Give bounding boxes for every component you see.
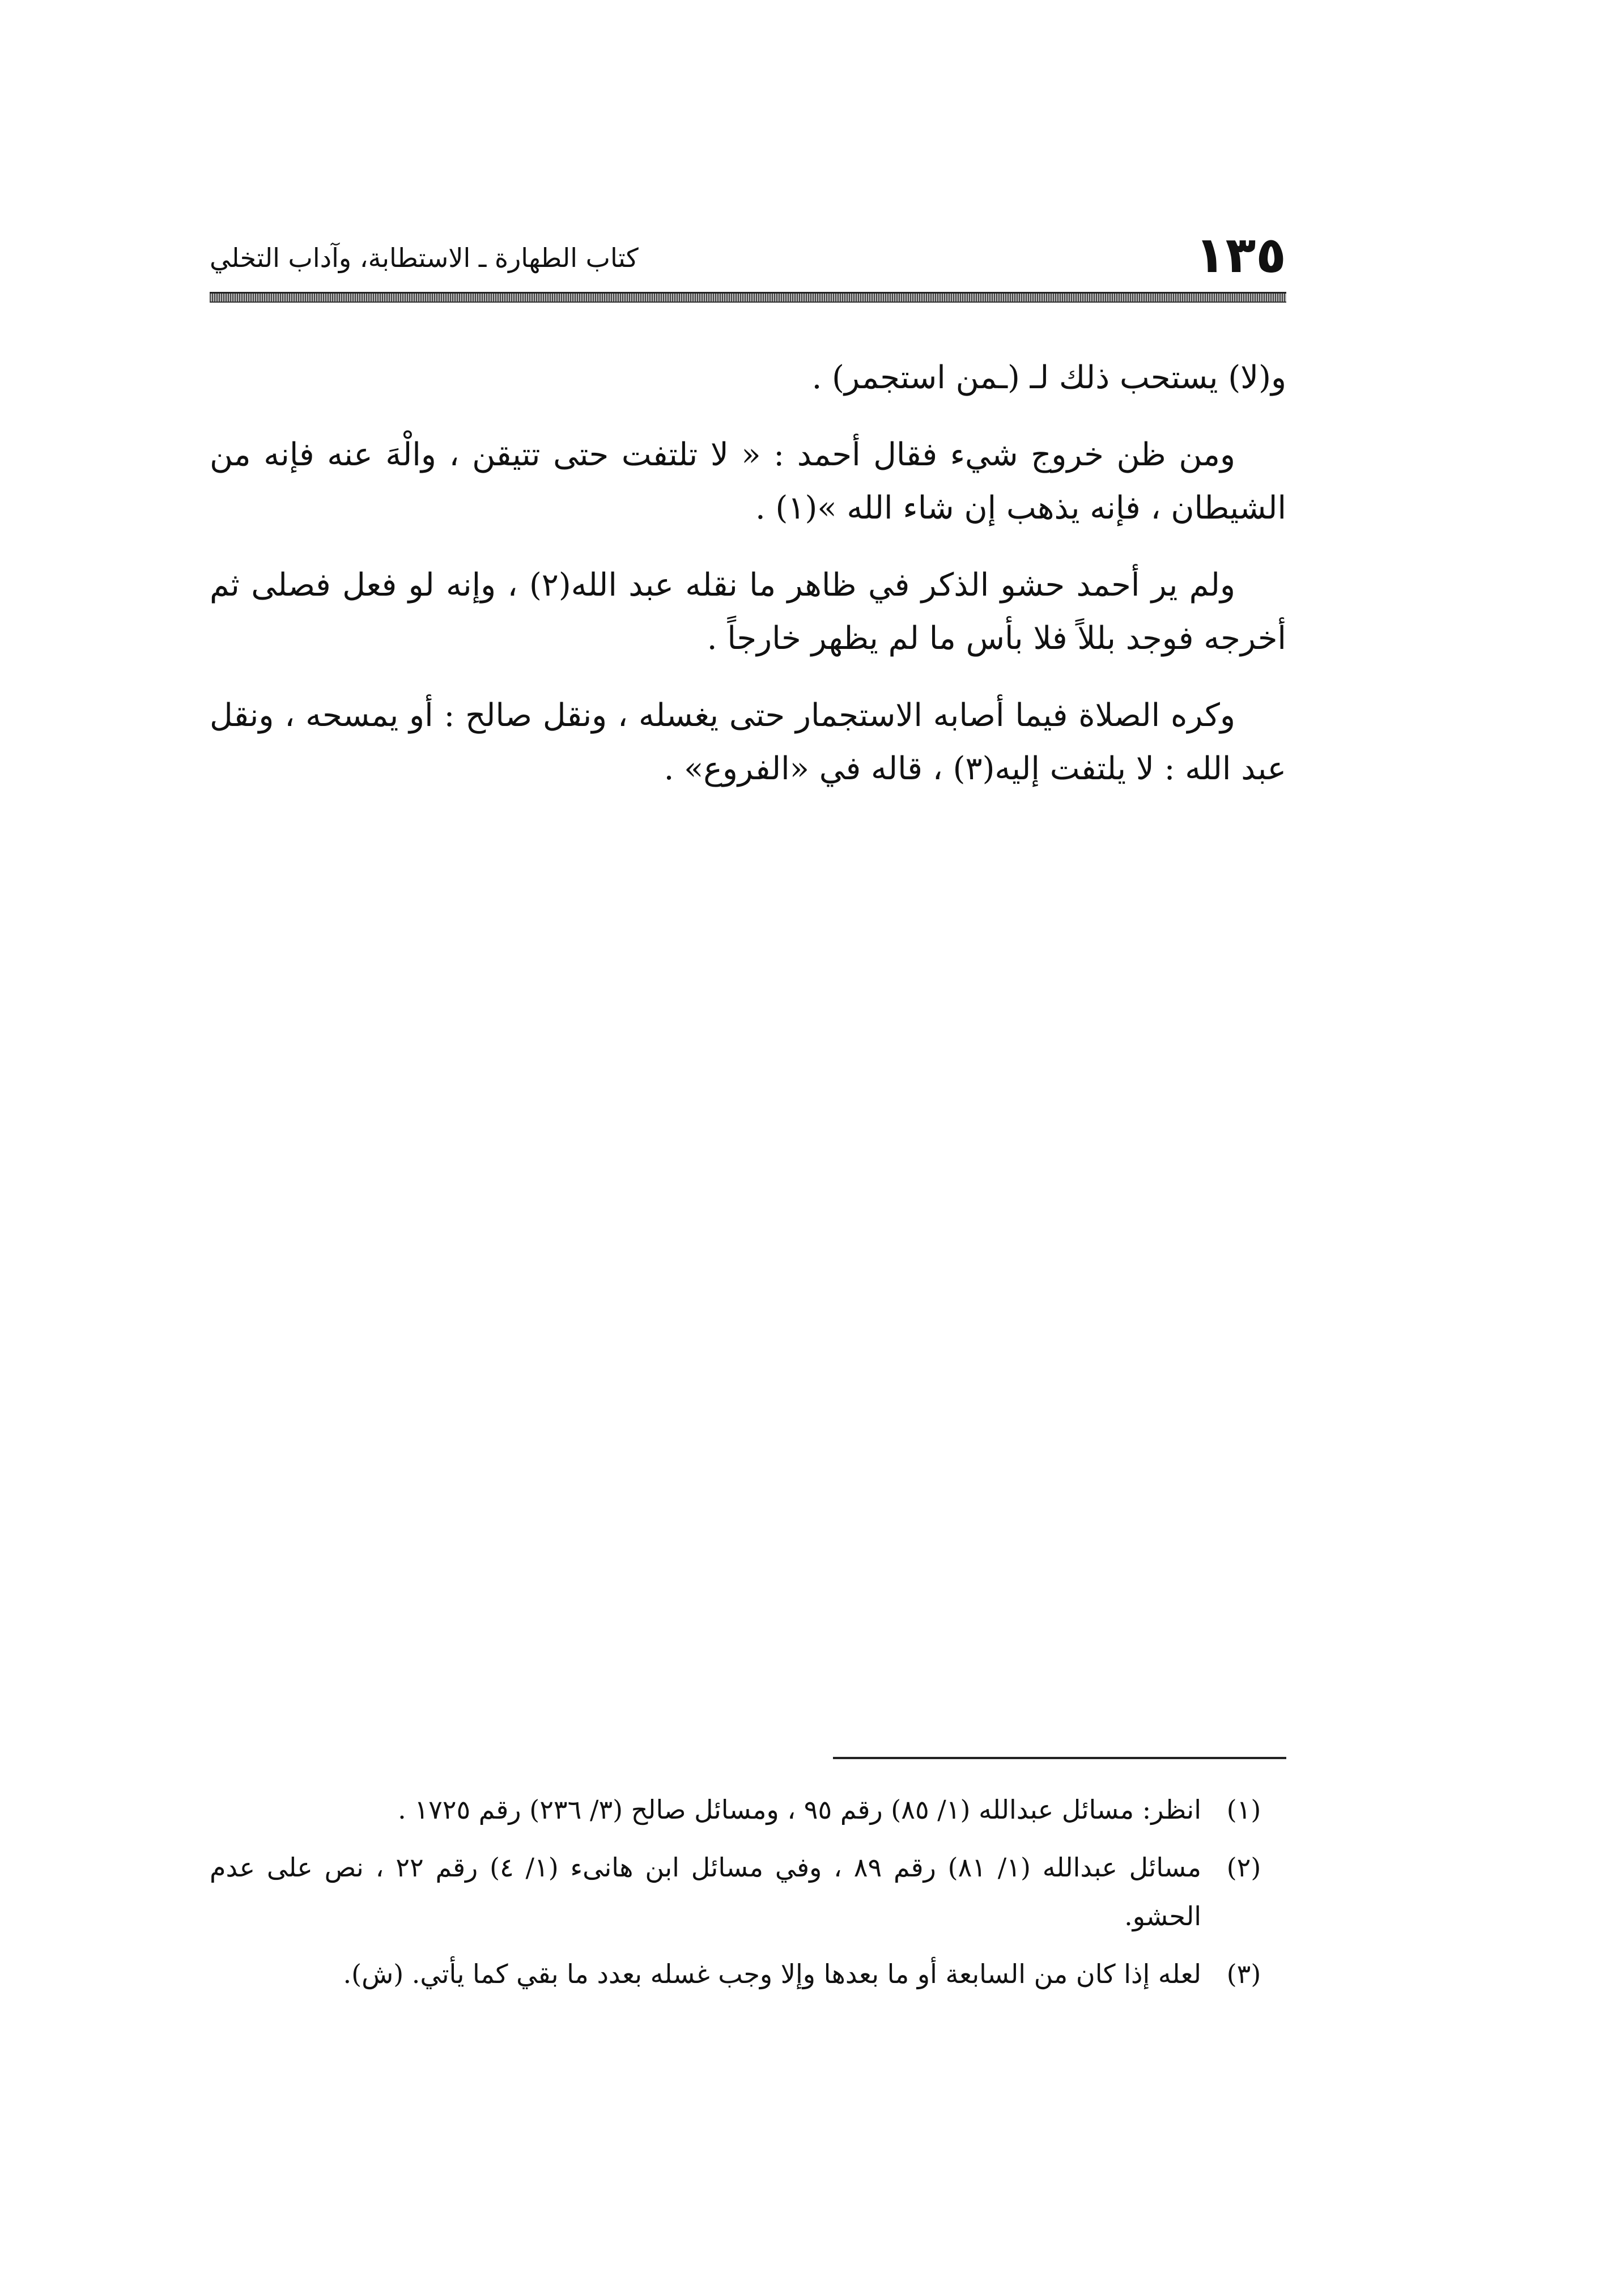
paragraph: ومن ظن خروج شيء فقال أحمد : « لا تلتفت حتى تتيقن ، والْهَ عنه فإنه من الشيطان ، فإنه يذهب إن شاء الله »(١) .: [210, 436, 1286, 526]
footnote-number: (٣): [1226, 1959, 1261, 1989]
running-header: [210, 224, 1286, 292]
footnote-text: انظر: مسائل عبدالله (١/ ٨٥) رقم ٩٥ ، ومسائل صالح (٣/ ٢٣٦) رقم ١٧٢٥ .: [398, 1794, 1201, 1825]
footnote-rule: [833, 1757, 1286, 1759]
footnote-text: لعله إذا كان من السابعة أو ما بعدها وإلا وجب غسله بعدد ما بقي كما يأتي. (ش).: [343, 1959, 1201, 1989]
footnote-number: (١): [1226, 1794, 1261, 1825]
footnotes: [210, 1785, 1286, 2007]
footnote-text: مسائل عبدالله (١/ ٨١) رقم ٨٩ ، وفي مسائل ابن هانىء (١/ ٤) رقم ٢٢ ، نص على عدم الحشو.: [210, 1852, 1202, 1931]
footnote: [210, 1785, 1286, 1834]
main-text: [210, 351, 1286, 819]
chapter-title: كتاب الطهارة ـ الاستطابة، وآداب التخلي: [210, 243, 639, 273]
footnote: [210, 1843, 1286, 1940]
page-number: ١٣٥: [1194, 226, 1286, 284]
header-rule: [210, 292, 1286, 303]
footnote: [210, 1950, 1286, 1998]
paragraph: ولم ير أحمد حشو الذكر في ظاهر ما نقله عبد الله(٢) ، وإنه لو فعل فصلى ثم أخرجه فوجد بللاً فلا بأس ما لم يظهر خارجاً .: [210, 567, 1286, 657]
paragraph: وكره الصلاة فيما أصابه الاستجمار حتى يغسله ، ونقل صالح : أو يمسحه ، ونقل عبد الله : لا يلتفت إليه(٣) ، قاله في «الفروع» .: [210, 697, 1286, 787]
paragraph: و(لا) يستحب ذلك لـ (ـمن استجمر) .: [811, 359, 1286, 396]
footnote-number: (٢): [1226, 1852, 1261, 1883]
